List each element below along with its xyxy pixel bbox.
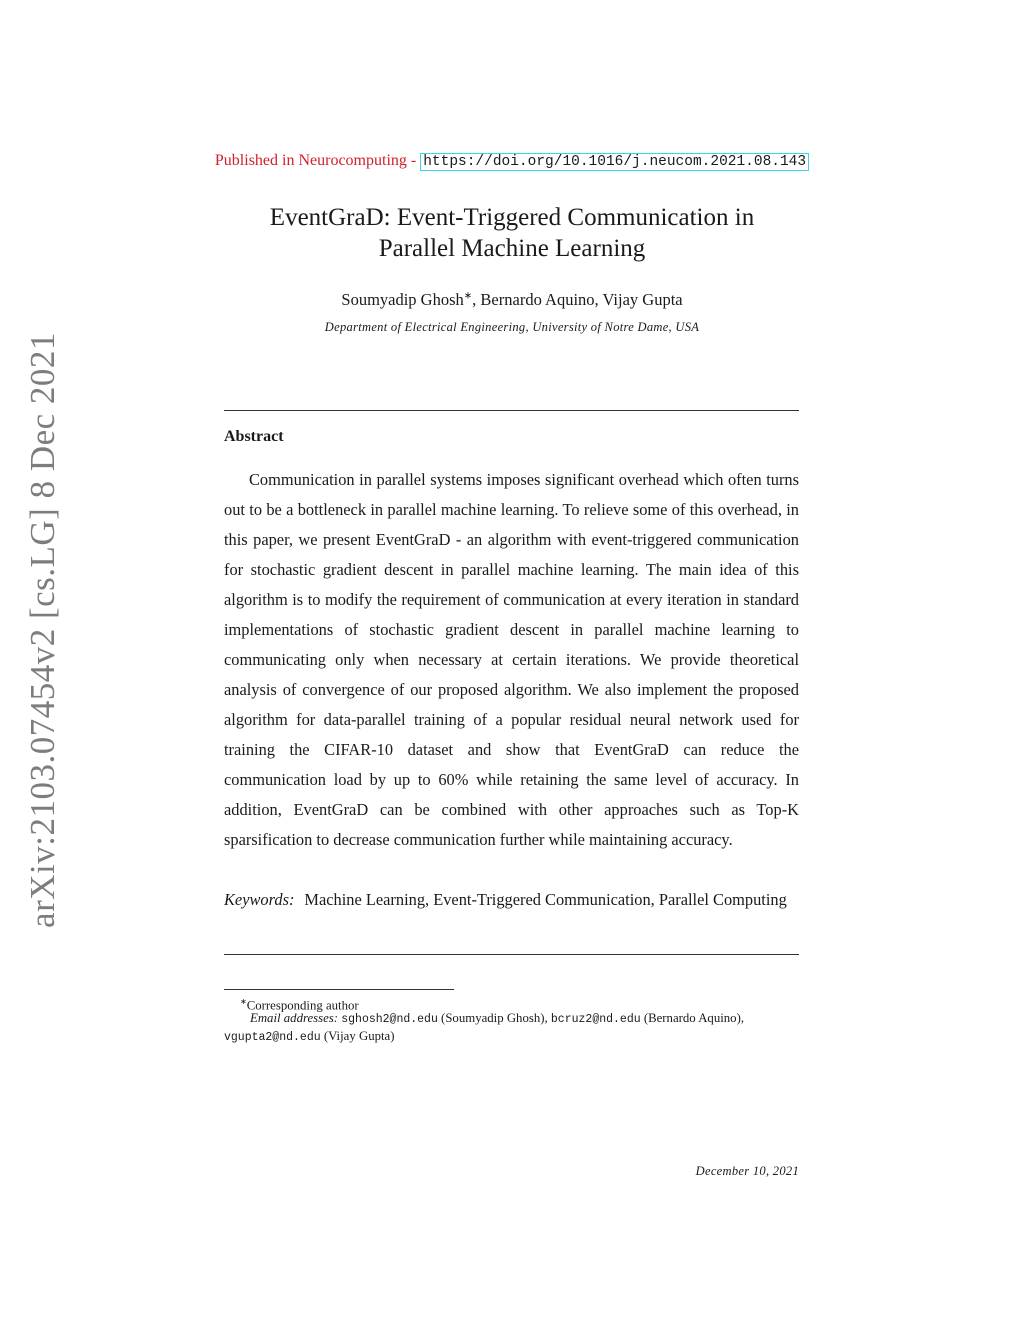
publication-notice [0, 152, 1024, 170]
email-name-aquino: (Bernardo Aquino), [640, 1011, 745, 1025]
doi-link[interactable]: https://doi.org/10.1016/j.neucom.2021.08.143 [420, 153, 809, 171]
footnote-rule [224, 989, 454, 990]
author-list [0, 290, 1024, 310]
arxiv-identifier: arXiv:2103.07454v2 [cs.LG] 8 Dec 2021 [23, 332, 62, 928]
preprint-date: December 10, 2021 [695, 1164, 799, 1178]
keywords-label: Keywords: [224, 890, 295, 909]
keywords-text: Machine Learning, Event-Triggered Communication, Parallel Computing [304, 890, 787, 909]
title-line-1: EventGraD: Event-Triggered Communication in [269, 204, 755, 231]
abstract-body: Communication in parallel systems imposes significant overhead which often turns out to be a bottleneck in parallel machine learning. To relieve some of this overhead, in this paper, we present EventGraD - an algorithm with event-triggered communication for stochastic gradient descent in parallel machine learning. The main idea of this algorithm is to modify the requirement of communication at every iteration in standard implementations of stochastic gradient descent in parallel machine learning to communicating only when necessary at certain iterations. We provide theoretical analysis of convergence of our proposed algorithm. We also implement the proposed algorithm for data-parallel training of a popular residual neural network used for training the CIFAR-10 dataset and show that EventGraD can reduce the communication load by up to 60% while retaining the same level of accuracy. In addition, EventGraD can be combined with other approaches such as Top-K sparsification to decrease communication further while maintaining accuracy. [224, 470, 799, 849]
affiliation: Department of Electrical Engineering, University of Notre Dame, USA [324, 320, 700, 334]
paper-title [0, 202, 1024, 264]
abstract-bottom-rule [224, 954, 799, 955]
footnote-mark: ∗ [240, 997, 247, 1006]
email-ghosh[interactable]: sghosh2@nd.edu [341, 1013, 438, 1026]
corresponding-mark: ∗ [463, 290, 473, 302]
title-line-2: Parallel Machine Learning [378, 235, 646, 262]
email-name-gupta: (Vijay Gupta) [320, 1029, 395, 1043]
other-authors: , Bernardo Aquino, Vijay Gupta [472, 290, 683, 309]
keywords [224, 885, 799, 915]
footnote-corresponding-text: Corresponding author [246, 998, 359, 1013]
email-gupta[interactable]: vgupta2@nd.edu [224, 1031, 321, 1044]
email-aquino[interactable]: bcruz2@nd.edu [550, 1013, 641, 1026]
publication-text: Published in Neurocomputing - [214, 152, 421, 169]
footnote-emails [224, 1010, 799, 1046]
abstract-heading: Abstract [224, 428, 284, 445]
author-1: Soumyadip Ghosh [341, 290, 464, 309]
email-label: Email addresses: [250, 1011, 339, 1025]
email-name-ghosh: (Soumyadip Ghosh), [437, 1011, 551, 1025]
abstract-top-rule [224, 410, 799, 411]
